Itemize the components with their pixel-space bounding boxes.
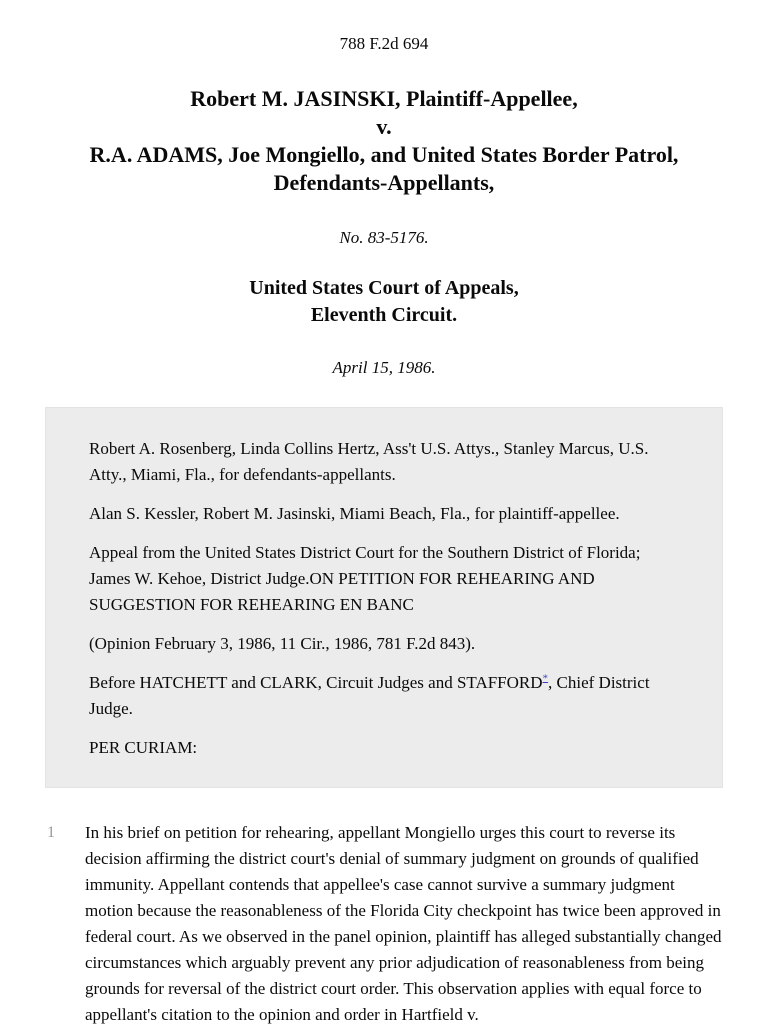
case-title-line-defendants: R.A. ADAMS, Joe Mongiello, and United States Border Patrol, <box>89 141 679 167</box>
counsel-appellee: Alan S. Kessler, Robert M. Jasinski, Miami Beach, Fla., for plaintiff-appellee. <box>89 503 620 523</box>
panel-line <box>89 670 667 722</box>
court-name <box>45 275 723 329</box>
footnote-asterisk-link[interactable]: * <box>542 672 549 685</box>
paragraph-text: In his brief on petition for rehearing, appellant Mongiello urges this court to reverse its decision affirming the district court's denial of summary judgment on grounds of qualified immunity. Appellant contends that appellee's case cannot survive a summary judgment motion because the reasonableness of the Florida City checkpoint has twice been approved in federal court. As we observed in the panel opinion, plaintiff has alleged substantially changed circumstances which arguably prevent any prior adjudication of reasonableness from being grounds for reversal of the district court order. This observation applies with equal force to appellant's citation to the opinion and order in Hartfield v. <box>85 822 722 1024</box>
docket-number: No. 83-5176. <box>339 227 429 247</box>
court-name-line-2: Eleventh Circuit. <box>310 303 458 326</box>
appeal-origin: Appeal from the United States District Court for the Southern District of Florida; James W. Kehoe, District Judge.ON PETITION FOR REHEARING AND SUGGESTION FOR REHEARING EN BANC <box>89 542 641 614</box>
case-title-versus: v. <box>376 114 392 140</box>
panel-after-text: , Chief District Judge. <box>89 672 650 718</box>
per-curiam-label: PER CURIAM: <box>89 737 198 757</box>
court-name-line-1: United States Court of Appeals, <box>249 276 519 299</box>
headnote-box <box>45 407 723 788</box>
decision-date: April 15, 1986. <box>332 357 436 377</box>
paragraph-number: 1 <box>47 823 55 841</box>
reporter-citation: 788 F.2d 694 <box>339 34 429 53</box>
panel-before-text: Before HATCHETT and CLARK, Circuit Judges and STAFFORD <box>89 672 543 692</box>
case-title-line-plaintiff: Robert M. JASINSKI, Plaintiff-Appellee, <box>190 86 578 112</box>
counsel-appellants: Robert A. Rosenberg, Linda Collins Hertz, Ass't U.S. Attys., Stanley Marcus, U.S. Atty., Miami, Fla., for defendants-appellants. <box>89 438 649 484</box>
opinion-body <box>45 820 723 1028</box>
case-title <box>45 85 723 197</box>
opinion-paragraph <box>45 820 723 1028</box>
opinion-citation: (Opinion February 3, 1986, 11 Cir., 1986, 781 F.2d 843). <box>89 633 476 653</box>
case-title-line-defendants-role: Defendants-Appellants, <box>273 169 495 195</box>
